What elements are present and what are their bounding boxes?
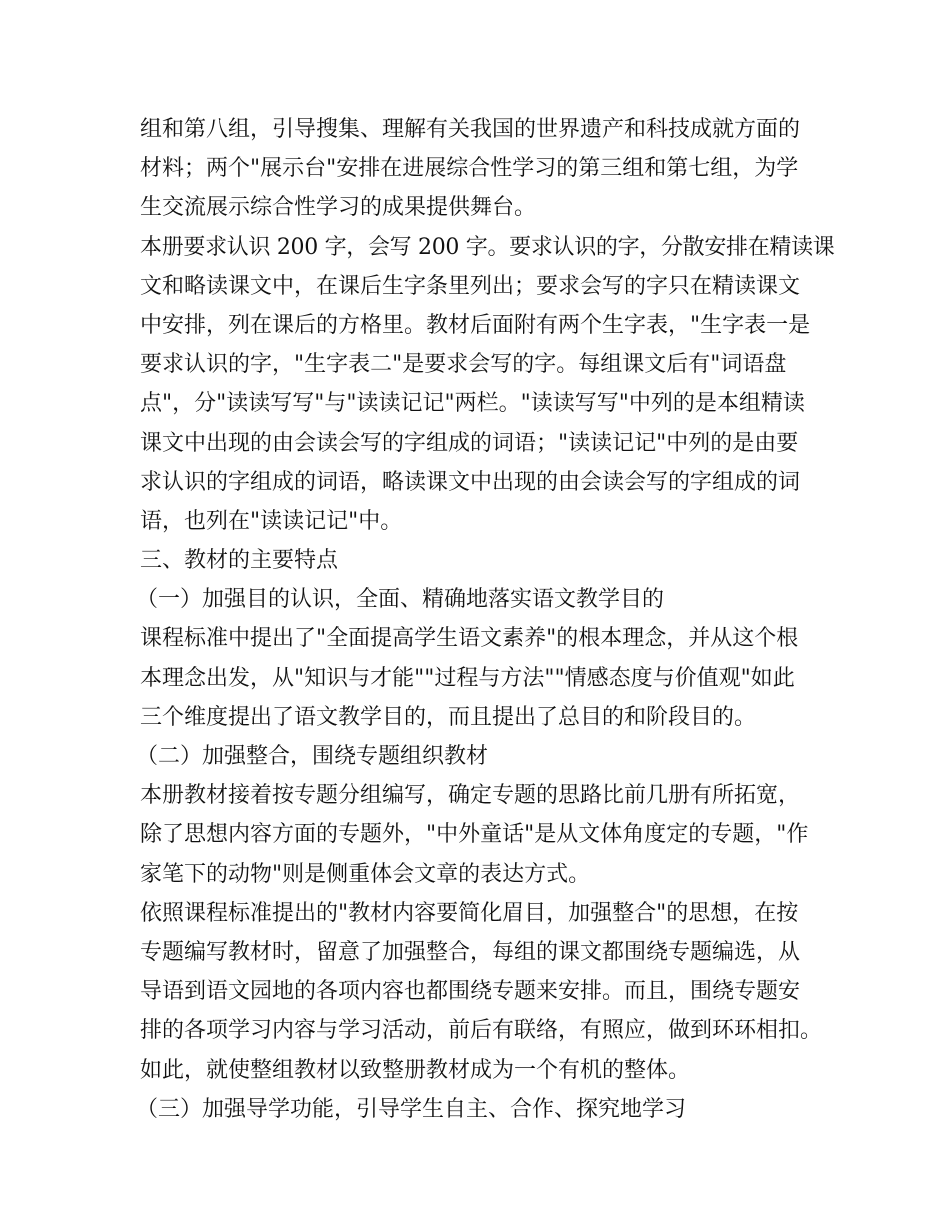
paragraph-line: 导语到语文园地的各项内容也都围绕专题来安排。而且，围绕专题安	[140, 979, 801, 1005]
subsection-heading: （三）加强导学功能，引导学生自主、合作、探究地学习	[136, 1096, 687, 1122]
paragraph-line: 本册要求认识 200 字，会写 200 字。要求认识的字，分散安排在精读课	[140, 234, 835, 260]
paragraph-line: 材料；两个"展示台"安排在进展综合性学习的第三组和第七组，为学	[140, 156, 799, 182]
paragraph-line: 求认识的字组成的词语，略读课文中出现的由会读会写的字组成的词	[140, 469, 801, 495]
paragraph-line: 文和略读课文中，在课后生字条里列出；要求会写的字只在精读课文	[140, 273, 801, 299]
section-heading: 三、教材的主要特点	[140, 548, 339, 574]
paragraph-line: 生交流展示综合性学习的成果提供舞台。	[140, 195, 537, 221]
paragraph-line: 课程标准中提出了"全面提高学生语文素养"的根本理念，并从这个根	[140, 626, 799, 652]
paragraph-line: 要求认识的字，"生字表二"是要求会写的字。每组课文后有"词语盘	[140, 352, 787, 378]
paragraph-line: 排的各项学习内容与学习活动，前后有联络，有照应，做到环环相扣。	[140, 1018, 823, 1044]
paragraph-line: 除了思想内容方面的专题外，"中外童话"是从文体角度定的专题，"作	[140, 822, 809, 848]
paragraph-line: 专题编写教材时，留意了加强整合，每组的课文都围绕专题编选，从	[140, 939, 801, 965]
paragraph-line: 点"，分"读读写写"与"读读记记"两栏。"读读写写"中列的是本组精读	[140, 391, 805, 417]
paragraph-line: 如此，就使整组教材以致整册教材成为一个有机的整体。	[140, 1057, 691, 1083]
paragraph-line: 本册教材接着按专题分组编写，确定专题的思路比前几册有所拓宽，	[140, 783, 801, 809]
document-body	[136, 110, 835, 1129]
paragraph-line: 中安排，列在课后的方格里。教材后面附有两个生字表，"生字表一是	[140, 312, 811, 338]
paragraph-line: 三个维度提出了语文教学目的，而且提出了总目的和阶段目的。	[140, 704, 757, 730]
subsection-heading: （二）加强整合，围绕专题组织教材	[136, 744, 489, 769]
paragraph-line: 课文中出现的由会读会写的字组成的词语；"读读记记"中列的是由要	[140, 430, 799, 456]
paragraph-line: 家笔下的动物"则是侧重体会文章的表达方式。	[140, 861, 591, 887]
paragraph-line: 本理念出发，从"知识与才能""过程与方法""情感态度与价值观"如此	[140, 665, 795, 691]
paragraph-line: 依照课程标准提出的"教材内容要简化眉目，加强整合"的思想，在按	[140, 900, 799, 926]
paragraph-line: 组和第八组，引导搜集、理解有关我国的世界遗产和科技成就方面的	[140, 117, 801, 142]
paragraph-line: 语，也列在"读读记记"中。	[140, 508, 403, 534]
subsection-heading: （一）加强目的认识，全面、精确地落实语文教学目的	[136, 587, 665, 613]
